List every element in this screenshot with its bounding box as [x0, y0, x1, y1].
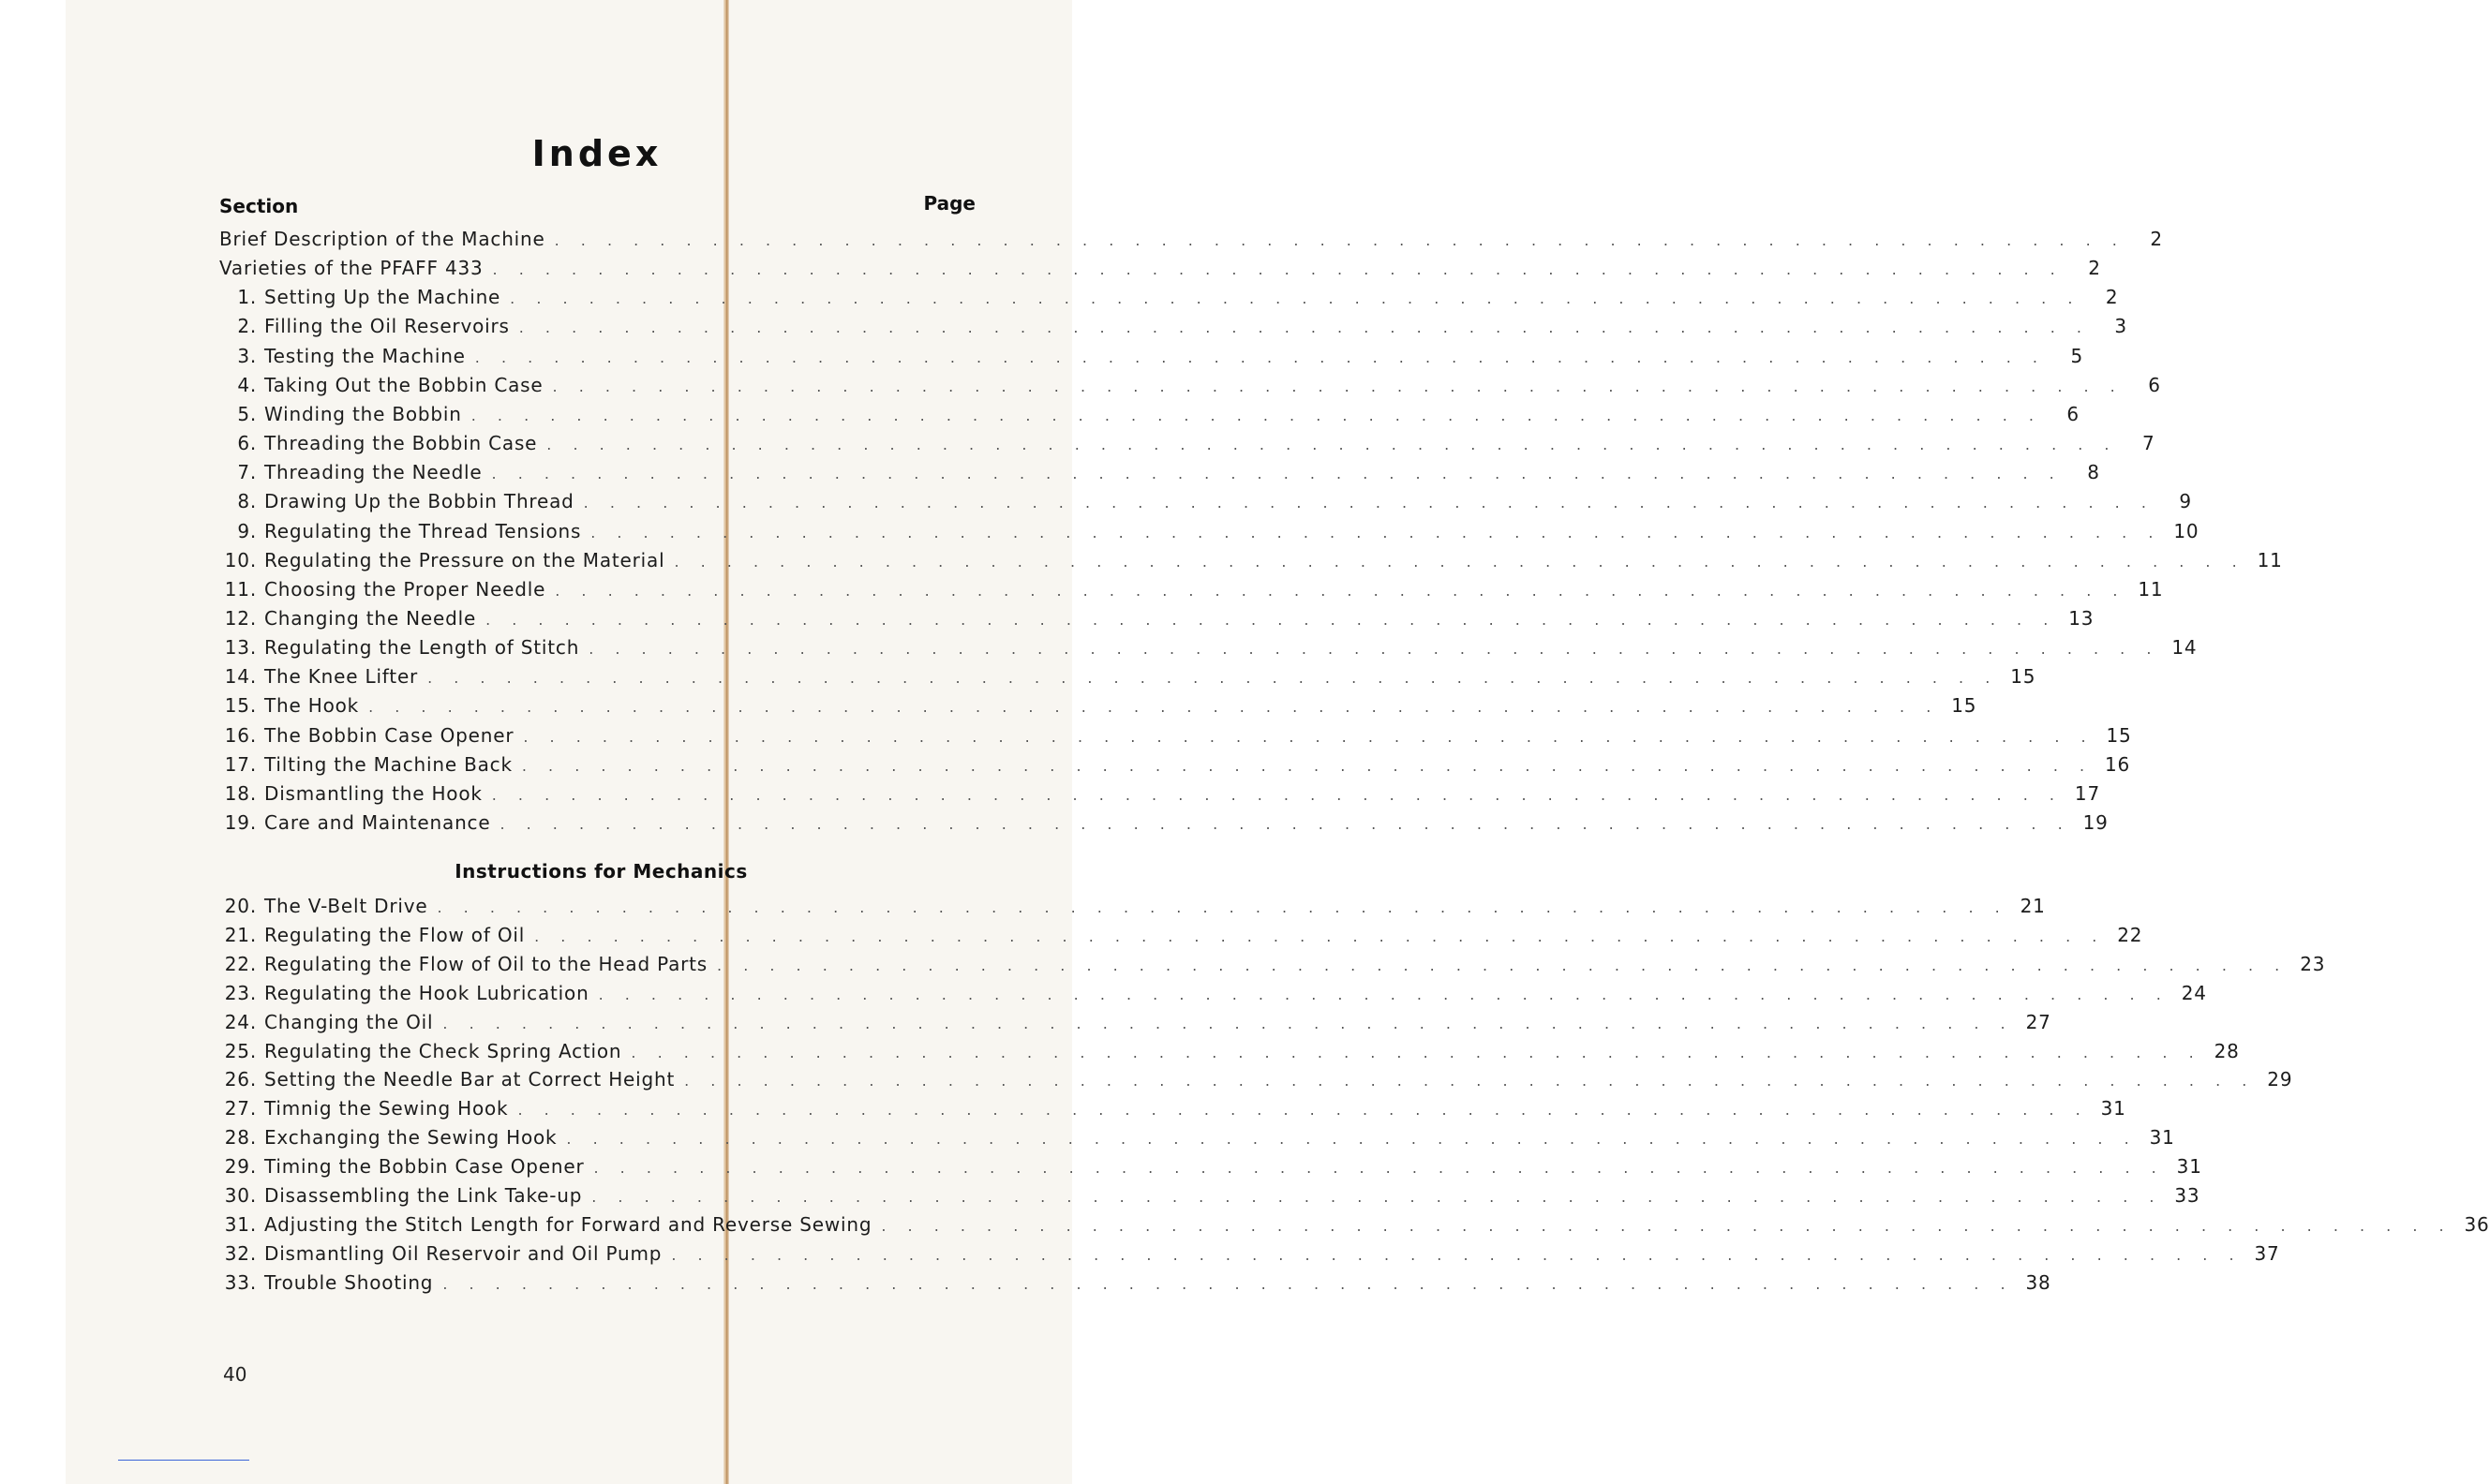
dot-leader: . . . . . . . . . . . . . . . . . . . . . . . . . . . . . . . . . . . . . . . . . . . . . . . . . . . . . . . . . . . . [552, 377, 2124, 395]
entry-page: 15 [2010, 665, 2036, 689]
dot-leader: . . . . . . . . . . . . . . . . . . . . . . . . . . . . . . . . . . . . . . . . . . . . . . . . . . . . . . . . . . . . [474, 348, 2047, 366]
entry-page: 31 [2100, 1097, 2126, 1120]
entry-page: 2 [2105, 286, 2119, 309]
entry-number: 30. [224, 1184, 257, 1207]
entry-title: Threading the Needle [264, 461, 483, 484]
entry-page: 15 [2106, 723, 2132, 747]
entry-page: 6 [2066, 402, 2080, 425]
entry-number: 2. [237, 315, 257, 338]
dot-leader: . . . . . . . . . . . . . . . . . . . . . . . . . . . . . . . . . . . . . . . . . . . . . . . . . . . . . . . . . . . . [631, 1043, 2202, 1061]
entry-number: 23. [224, 981, 257, 1004]
entry-number: 1. [237, 286, 257, 309]
dot-leader: . . . . . . . . . . . . . . . . . . . . . . . . . . . . . . . . . . . . . . . . . . . . . . . . . . . . . . . . . . . . [442, 1014, 2014, 1032]
entry-page: 16 [2105, 752, 2131, 776]
dot-leader: . . . . . . . . . . . . . . . . . . . . . . . . . . . . . . . . . . . . . . . . . . . . . . . . . . . . . . . . . . . . [555, 581, 2126, 600]
dot-leader: . . . . . . . . . . . . . . . . . . . . . . . . . . . . . . . . . . . . . . . . . . . . . . . . . . . . . . . . . . . . [521, 756, 2094, 775]
index-entry [217, 548, 2283, 578]
entry-number: 12. [224, 606, 257, 630]
index-entry [217, 981, 2207, 1011]
entry-page: 19 [2082, 811, 2109, 834]
entry-number: 9. [237, 519, 257, 542]
entry-number: 31. [224, 1212, 257, 1236]
entry-number: 14. [224, 665, 257, 689]
dot-leader: . . . . . . . . . . . . . . . . . . . . . . . . . . . . . . . . . . . . . . . . . . . . . . . . . . . . . . . . . . . . [492, 260, 2064, 279]
entry-number: 33. [224, 1270, 257, 1294]
dot-leader: . . . . . . . . . . . . . . . . . . . . . . . . . . . . . . . . . . . . . . . . . . . . . . . . . . . . . . . . . . . . [566, 1130, 2138, 1149]
entry-page: 8 [2087, 461, 2100, 484]
index-entry [217, 694, 1977, 723]
index-entry [217, 402, 2080, 432]
entry-page: 22 [2117, 923, 2143, 946]
entry-title: Winding the Bobbin [264, 402, 462, 425]
dot-leader: . . . . . . . . . . . . . . . . . . . . . . . . . . . . . . . . . . . . . . . . . . . . . . . . . . . . . . . . . . . . [517, 1101, 2089, 1120]
entry-page: 24 [2181, 981, 2207, 1004]
entry-title: Exchanging the Sewing Hook [264, 1126, 558, 1150]
entry-title: Brief Description of the Machine [219, 228, 545, 250]
index-entry [217, 577, 2164, 607]
entry-page: 31 [2149, 1126, 2175, 1150]
entry-number: 21. [224, 923, 257, 946]
entry-title: Care and Maintenance [264, 811, 491, 834]
index-entry [217, 1126, 2175, 1155]
entry-number: 7. [237, 461, 257, 484]
entry-title: Tilting the Machine Back [264, 752, 513, 776]
dot-leader: . . . . . . . . . . . . . . . . . . . . . . . . . . . . . . . . . . . . . . . . . . . . . . . . . . . . . . . . . . . . [427, 669, 1999, 688]
entry-number: 22. [224, 952, 257, 975]
entry-title: Regulating the Hook Lubrication [264, 981, 589, 1004]
dot-leader: . . . . . . . . . . . . . . . . . . . . . . . . . . . . . . . . . . . . . . . . . . . . . . . . . . . . . . . . . . . . [717, 956, 2289, 974]
dot-leader: . . . . . . . . . . . . . . . . . . . . . . . . . . . . . . . . . . . . . . . . . . . . . . . . . . . . . . . . . . . . [491, 785, 2063, 804]
entry-title: Regulating the Thread Tensions [264, 519, 582, 542]
entry-number: 27. [224, 1097, 257, 1120]
entry-title: Trouble Shooting [264, 1270, 434, 1294]
page-number: 40 [223, 1363, 247, 1386]
entry-title: Regulating the Pressure on the Material [264, 548, 665, 571]
entry-page: 2 [2150, 228, 2163, 250]
dot-leader: . . . . . . . . . . . . . . . . . . . . . . . . . . . . . . . . . . . . . . . . . . . . . . . . . . . . . . . . . . . . [598, 985, 2169, 1003]
index-entry [217, 286, 2119, 315]
entry-title: Dismantling Oil Reservoir and Oil Pump [264, 1241, 663, 1265]
index-entry [217, 1241, 2280, 1271]
entry-page: 28 [2214, 1039, 2240, 1062]
entry-page: 6 [2148, 373, 2161, 396]
entry-title: Setting the Needle Bar at Correct Height [264, 1068, 676, 1091]
dot-leader: . . . . . . . . . . . . . . . . . . . . . . . . . . . . . . . . . . . . . . . . . . . . . . . . . . . . . . . . . . . . [368, 698, 1940, 717]
entry-title: Taking Out the Bobbin Case [264, 373, 544, 396]
index-entry [217, 1184, 2200, 1213]
entry-page: 37 [2254, 1241, 2280, 1265]
entry-page: 17 [2074, 781, 2100, 805]
index-entry [217, 228, 2163, 257]
entry-title: The Knee Lifter [264, 665, 419, 689]
entry-title: Threading the Bobbin Case [264, 432, 538, 455]
entry-title: Timnig the Sewing Hook [264, 1097, 509, 1120]
index-entry [217, 257, 2101, 286]
entry-page: 13 [2068, 606, 2095, 630]
entry-number: 6. [237, 432, 257, 455]
entry-number: 26. [224, 1068, 257, 1091]
entry-title: Regulating the Flow of Oil [264, 923, 526, 946]
entry-number: 8. [237, 490, 257, 513]
dot-leader: . . . . . . . . . . . . . . . . . . . . . . . . . . . . . . . . . . . . . . . . . . . . . . . . . . . . . . . . . . . . [470, 406, 2042, 424]
entry-title: The Bobbin Case Opener [264, 723, 514, 747]
entry-title: Regulating the Length of Stitch [264, 636, 580, 660]
entry-title: Changing the Oil [264, 1010, 434, 1033]
mechanics-heading: Instructions for Mechanics [455, 860, 748, 883]
entry-title: Dismantling the Hook [264, 781, 483, 805]
entry-number: 25. [224, 1039, 257, 1062]
dot-leader: . . . . . . . . . . . . . . . . . . . . . . . . . . . . . . . . . . . . . . . . . . . . . . . . . . . . . . . . . . . . [510, 289, 2081, 308]
entry-title: Testing the Machine [264, 344, 466, 367]
section-column-header: Section [219, 195, 299, 217]
dot-leader: . . . . . . . . . . . . . . . . . . . . . . . . . . . . . . . . . . . . . . . . . . . . . . . . . . . . . . . . . . . . [684, 1072, 2256, 1091]
dot-leader: . . . . . . . . . . . . . . . . . . . . . . . . . . . . . . . . . . . . . . . . . . . . . . . . . . . . . . . . . . . . [589, 640, 2160, 659]
entry-title: Adjusting the Stitch Length for Forward and Reverse Sewing [264, 1212, 872, 1236]
entry-page: 9 [2179, 490, 2192, 513]
dot-leader: . . . . . . . . . . . . . . . . . . . . . . . . . . . . . . . . . . . . . . . . . . . . . . . . . . . . . . . . . . . . [590, 523, 2162, 542]
index-entry [217, 606, 2095, 636]
entry-number: 3. [237, 344, 257, 367]
entry-number: 32. [224, 1241, 257, 1265]
entry-number: 20. [224, 895, 257, 917]
entry-number: 15. [224, 694, 257, 718]
entry-page: 31 [2176, 1155, 2202, 1179]
dot-leader: . . . . . . . . . . . . . . . . . . . . . . . . . . . . . . . . . . . . . . . . . . . . . . . . . . . . . . . . . . . . [546, 436, 2118, 454]
index-entry [217, 895, 2046, 924]
entry-page: 11 [2257, 548, 2283, 571]
entry-page: 27 [2025, 1010, 2051, 1033]
index-entry [217, 315, 2127, 344]
entry-page: 2 [2088, 257, 2101, 280]
dot-leader: . . . . . . . . . . . . . . . . . . . . . . . . . . . . . . . . . . . . . . . . . . . . . . . . . . . . . . . . . . . . [437, 898, 2008, 916]
entry-number: 13. [224, 636, 257, 660]
entry-page: 36 [2464, 1212, 2490, 1236]
entry-page: 10 [2173, 519, 2199, 542]
index-entry [217, 1212, 2490, 1242]
dot-leader: . . . . . . . . . . . . . . . . . . . . . . . . . . . . . . . . . . . . . . . . . . . . . . . . . . . . . . . . . . . . [671, 1245, 2243, 1264]
entry-page: 38 [2025, 1270, 2051, 1294]
entry-number: 16. [224, 723, 257, 747]
dot-leader: . . . . . . . . . . . . . . . . . . . . . . . . . . . . . . . . . . . . . . . . . . . . . . . . . . . . . . . . . . . . [491, 465, 2063, 483]
dot-leader: . . . . . . . . . . . . . . . . . . . . . . . . . . . . . . . . . . . . . . . . . . . . . . . . . . . . . . . . . . . . [442, 1274, 2014, 1293]
entry-page: 15 [1951, 694, 1977, 718]
index-entry [217, 1068, 2293, 1097]
entry-title: Timing the Bobbin Case Opener [264, 1155, 585, 1179]
dot-leader: . . . . . . . . . . . . . . . . . . . . . . . . . . . . . . . . . . . . . . . . . . . . . . . . . . . . . . . . . . . . [485, 610, 2057, 629]
entry-page: 7 [2141, 432, 2155, 455]
entry-number: 24. [224, 1010, 257, 1033]
dot-leader: . . . . . . . . . . . . . . . . . . . . . . . . . . . . . . . . . . . . . . . . . . . . . . . . . . . . . . . . . . . . [523, 727, 2095, 746]
index-entry [217, 432, 2155, 461]
dot-leader: . . . . . . . . . . . . . . . . . . . . . . . . . . . . . . . . . . . . . . . . . . . . . . . . . . . . . . . . . . . . [534, 927, 2106, 945]
index-entry [217, 1155, 2202, 1184]
index-entry [217, 1039, 2240, 1069]
entry-title: Drawing Up the Bobbin Thread [264, 490, 574, 513]
entry-page: 21 [2020, 895, 2046, 917]
index-entry [217, 923, 2143, 953]
dot-leader: . . . . . . . . . . . . . . . . . . . . . . . . . . . . . . . . . . . . . . . . . . . . . . . . . . . . . . . . . . . . [593, 1159, 2165, 1178]
entry-page: 3 [2114, 315, 2127, 338]
dot-leader: . . . . . . . . . . . . . . . . . . . . . . . . . . . . . . . . . . . . . . . . . . . . . . . . . . . . . . . . . . . . [554, 231, 2125, 249]
page-title: Index [531, 133, 663, 174]
index-entry [217, 952, 2326, 982]
index-entry [217, 636, 2198, 665]
dot-leader: . . . . . . . . . . . . . . . . . . . . . . . . . . . . . . . . . . . . . . . . . . . . . . . . . . . . . . . . . . . . [518, 319, 2090, 337]
index-entry [217, 1270, 2051, 1300]
index-entry [217, 811, 2109, 840]
entry-title: Setting Up the Machine [264, 286, 501, 309]
index-entry [217, 490, 2192, 519]
index-entry [217, 752, 2131, 782]
entry-number: 29. [224, 1155, 257, 1179]
index-entry [217, 1097, 2126, 1126]
entry-title: Regulating the Flow of Oil to the Head Parts [264, 952, 708, 975]
entry-page: 5 [2070, 344, 2084, 367]
entry-title: Filling the Oil Reservoirs [264, 315, 510, 338]
dot-leader: . . . . . . . . . . . . . . . . . . . . . . . . . . . . . . . . . . . . . . . . . . . . . . . . . . . . . . . . . . . . [499, 815, 2071, 833]
index-entry [217, 344, 2084, 374]
entry-title: The Hook [264, 694, 360, 718]
index-entry [217, 723, 2132, 753]
entry-page: 29 [2267, 1068, 2293, 1091]
index-entry [217, 1010, 2051, 1040]
entry-number: 18. [224, 781, 257, 805]
dot-leader: . . . . . . . . . . . . . . . . . . . . . . . . . . . . . . . . . . . . . . . . . . . . . . . . . . . . . . . . . . . . [674, 552, 2245, 571]
scan-artifact-line [118, 1460, 249, 1461]
entry-title: Varieties of the PFAFF 433 [219, 257, 484, 280]
index-entry [217, 665, 2036, 694]
entry-page: 23 [2300, 952, 2326, 975]
entry-title: Disassembling the Link Take-up [264, 1184, 583, 1207]
entry-number: 11. [224, 577, 257, 601]
entry-number: 5. [237, 402, 257, 425]
entry-number: 17. [224, 752, 257, 776]
dot-leader: . . . . . . . . . . . . . . . . . . . . . . . . . . . . . . . . . . . . . . . . . . . . . . . . . . . . . . . . . . . . [583, 494, 2155, 512]
page-column-header: Page [923, 192, 976, 215]
entry-title: The V-Belt Drive [264, 895, 428, 917]
index-entry [217, 519, 2199, 549]
entry-number: 4. [237, 373, 257, 396]
index-entry [217, 461, 2100, 490]
entry-number: 19. [224, 811, 257, 834]
entry-page: 33 [2174, 1184, 2200, 1207]
dot-leader: . . . . . . . . . . . . . . . . . . . . . . . . . . . . . . . . . . . . . . . . . . . . . . . . . . . . . . . . . . . . [591, 1188, 2163, 1206]
entry-page: 11 [2138, 577, 2164, 601]
index-entry [217, 373, 2161, 403]
dot-leader: . . . . . . . . . . . . . . . . . . . . . . . . . . . . . . . . . . . . . . . . . . . . . . . . . . . . . . . . . . . . [881, 1216, 2453, 1235]
entry-page: 14 [2171, 636, 2198, 660]
index-entry [217, 781, 2100, 811]
entry-title: Regulating the Check Spring Action [264, 1039, 622, 1062]
entry-number: 28. [224, 1126, 257, 1150]
entry-number: 10. [224, 548, 257, 571]
entry-title: Choosing the Proper Needle [264, 577, 546, 601]
entry-title: Changing the Needle [264, 606, 477, 630]
